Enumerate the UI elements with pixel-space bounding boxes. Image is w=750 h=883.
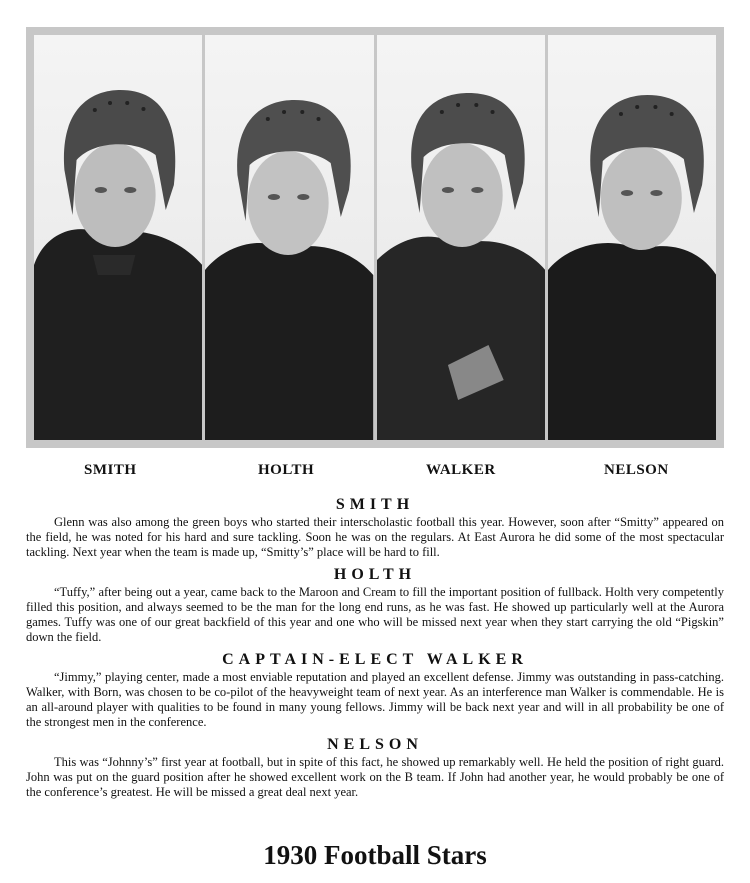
article-body [26, 496, 724, 806]
caption-smith: SMITH [84, 462, 137, 478]
section-heading-nelson: NELSON [327, 736, 423, 753]
section-paragraph-smith: Glenn was also among the green boys who started their interscholastic football this year. However, soon after “Smitty” appeared on the field, he was noted for his hard and sure tackling. Soon he was on the regulars. At East Aurora he did some of the most spectacular tackling. Next year when the team is made up, “Smitty’s” place will be hard to fill. [26, 515, 724, 559]
section-heading-smith: SMITH [335, 496, 415, 513]
section-paragraph-walker: “Jimmy,” playing center, made a most enviable reputation and played an excellent defense. Jimmy was outstanding in pass-catching. Walker, with Born, was chosen to be co-pilot of the heavyweight team of next year. As an interference man Walker is commendable. He is an all-around player with qualities to be found in many young fellows. Jimmy will be back next year and will in all probability be one of the strongest men in the conference. [26, 670, 724, 729]
caption-holth: HOLTH [258, 462, 315, 478]
page-title: 1930 Football Stars [263, 840, 487, 870]
portrait-smith [34, 35, 202, 440]
photo-panel [26, 27, 724, 448]
caption-nelson: NELSON [604, 462, 669, 478]
section-heading-holth: HOLTH [333, 566, 417, 583]
caption-walker: WALKER [426, 462, 496, 478]
section-paragraph-nelson: This was “Johnny’s” first year at football, but in spite of this fact, he showed up remarkably well. He held the position of right guard. John was put on the guard position after he showed excellent work on the B team. If John had another year, he would probably be one of the conference’s greatest. He will be missed a great deal next year. [26, 755, 724, 799]
section-paragraph-holth: “Tuffy,” after being out a year, came back to the Maroon and Cream to fill the important position of fullback. Holth very competently filled this position, and always seemed to be the man for the long end runs, as he was fast. He showed up particularly well at the Aurora games. Tuffy was one of our great backfield of this year and one who will be missed next year when they start carrying the old “Pigskin” down the field. [26, 585, 724, 644]
portrait-holth [205, 35, 373, 440]
portrait-walker [377, 35, 545, 440]
portrait-nelson [548, 35, 716, 440]
photo-captions [26, 462, 724, 484]
section-heading-walker: CAPTAIN-ELECT WALKER [222, 651, 528, 668]
